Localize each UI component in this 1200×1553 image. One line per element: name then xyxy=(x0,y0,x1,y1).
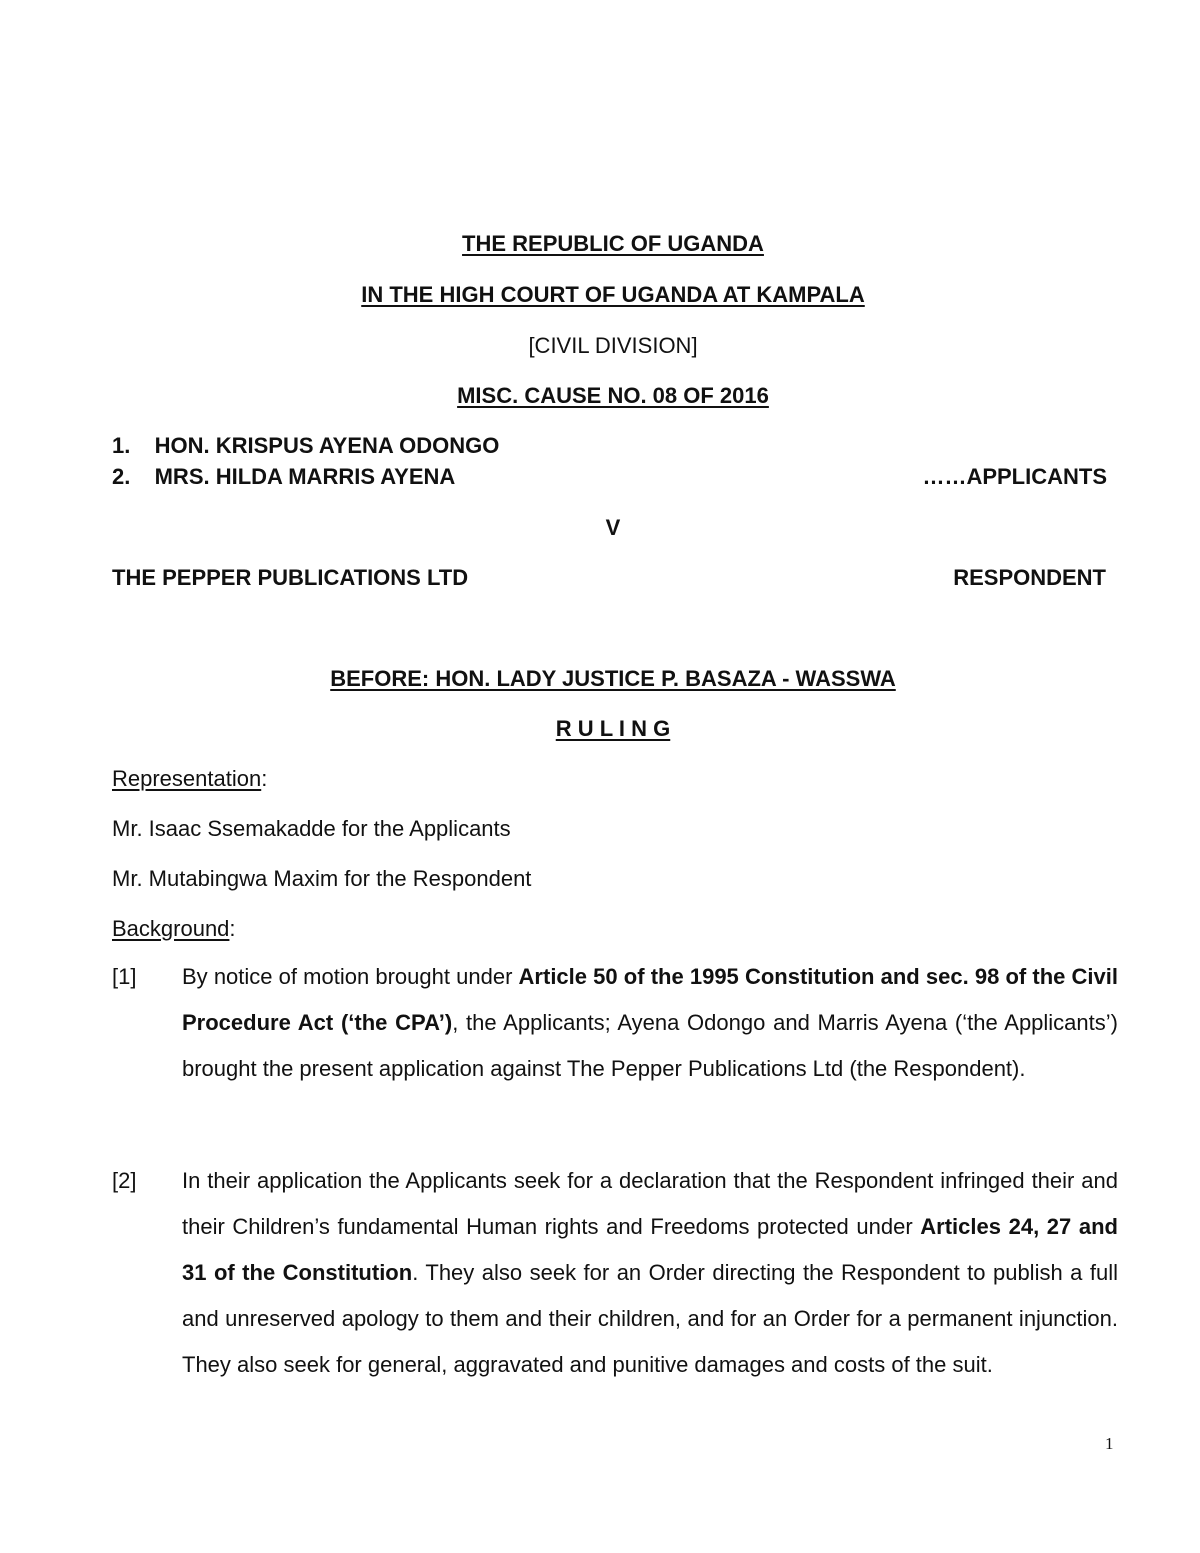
respondent-name: THE PEPPER PUBLICATIONS LTD xyxy=(112,565,469,590)
before-judge: BEFORE: HON. LADY JUSTICE P. BASAZA - WASSWA xyxy=(330,666,896,691)
applicants-label: ……APPLICANTS xyxy=(922,464,1107,489)
ruling-title: R U L I N G xyxy=(555,716,671,741)
paragraph-text: In their application the Applicants seek for a declaration that the Respondent infringed their and their Children’s fundamental Human rights and Freedoms protected under Articles 24, 27 and 31 of the Constitution. They also seek for an Order directing the Respondent to publish a full and unreserved apology to them and their children, and for an Order for a permanent injunction. They also seek for general, aggravated and punitive damages and costs of the suit. xyxy=(182,1168,1118,1377)
paragraph-number: [1] xyxy=(112,964,137,989)
applicant-2: 2. MRS. HILDA MARRIS AYENA xyxy=(112,464,456,489)
representation-respondent: Mr. Mutabingwa Maxim for the Respondent xyxy=(112,866,532,891)
representation-applicants: Mr. Isaac Ssemakadde for the Applicants xyxy=(112,816,511,841)
applicant-1: 1. HON. KRISPUS AYENA ODONGO xyxy=(112,433,500,458)
paragraph-text: By notice of motion brought under Article 50 of the 1995 Constitution and sec. 98 of the Civil Procedure Act (‘the CPA’), the Applicants; Ayena Odongo and Marris Ayena (‘the Applicants’) brought the present application against The Pepper Publications Ltd (the Respondent). xyxy=(182,964,1118,1081)
representation-heading: Representation: xyxy=(112,766,268,791)
background-heading: Background: xyxy=(112,916,236,941)
court-heading: IN THE HIGH COURT OF UGANDA AT KAMPALA xyxy=(361,282,865,307)
division-heading: [CIVIL DIVISION] xyxy=(528,333,698,358)
republic-heading: THE REPUBLIC OF UGANDA xyxy=(462,231,764,256)
page-number: 1 xyxy=(1105,1434,1114,1453)
cause-number: MISC. CAUSE NO. 08 OF 2016 xyxy=(457,383,769,408)
paragraph-number: [2] xyxy=(112,1168,137,1193)
versus: V xyxy=(605,515,621,540)
respondent-label: RESPONDENT xyxy=(953,565,1106,590)
